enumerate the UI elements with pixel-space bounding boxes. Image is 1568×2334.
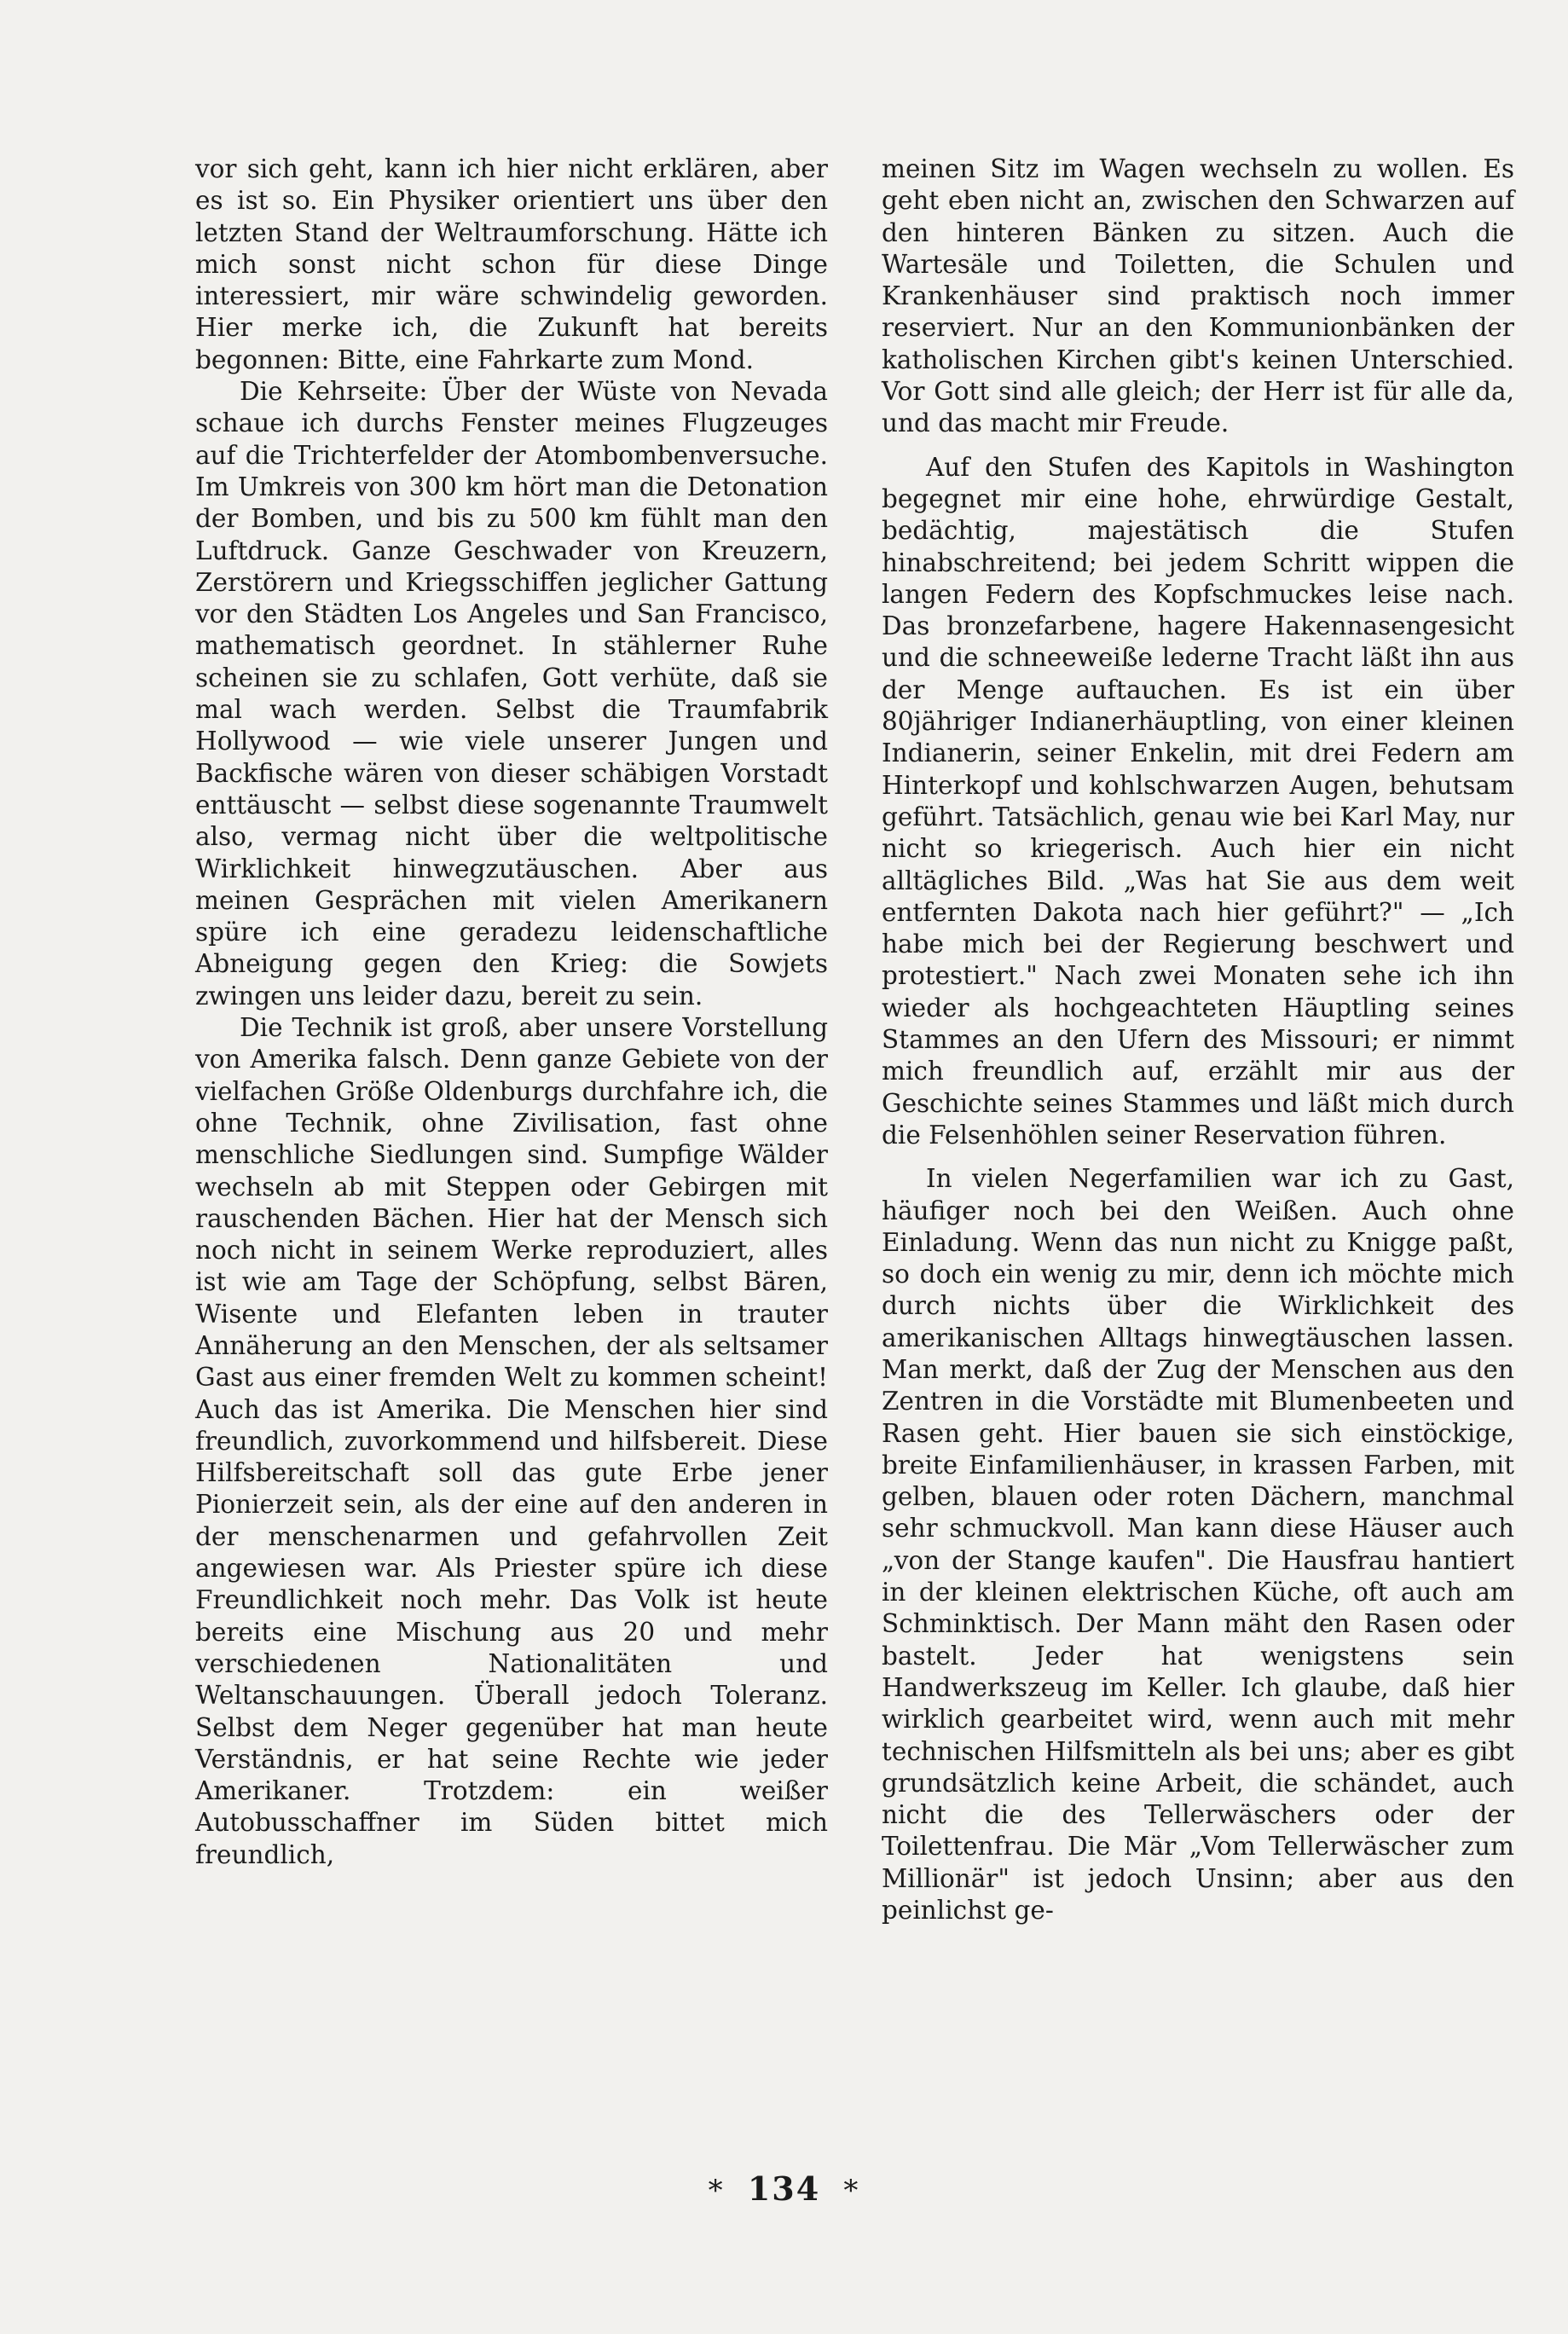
star-ornament-right: * — [843, 2174, 860, 2208]
paragraph: In vielen Negerfamilien war ich zu Gast, häufiger noch bei den Weißen. Auch ohne Einladung. Wenn das nun nicht zu Knigge paßt, so doch ein wenig zu mir, denn ich möchte mich durch nichts über die Wirklichkeit des amerikanischen Alltags hinwegtäuschen lassen. Man merkt, daß der Zug der Menschen aus den Zentren in die Vorstädte mit Blumenbeeten und Rasen geht. Hier bauen sie sich einstöckige, breite Einfamilienhäuser, in krassen Farben, mit gelben, blauen oder roten Dächern, manchmal sehr schmuckvoll. Man kann diese Häuser auch „von der Stange kaufen". Die Hausfrau hantiert in der kleinen elektrischen Küche, oft auch am Schminktisch. Der Mann mäht den Rasen oder bastelt. Jeder hat wenigstens sein Handwerkszeug im Keller. Ich glaube, daß hier wirklich gearbeitet wird, wenn auch mit mehr technischen Hilfsmitteln als bei uns; aber es gibt grundsätzlich keine Arbeit, die schändet, auch nicht die des Tellerwäschers oder der Toilettenfrau. Die Mär „Vom Tellerwäscher zum Millionär" ist jedoch Unsinn; aber aus den peinlichst ge- — [882, 1164, 1514, 1926]
page-number: 134 — [747, 2169, 821, 2208]
paragraph: Auf den Stufen des Kapitols in Washington begegnet mir eine hohe, ehrwürdige Gestalt, bedächtig, majestätisch die Stufen hinabschreitend; bei jedem Schritt wippen die langen Federn des Kopfschmuckes leise nach. Das bronzefarbene, hagere Hakennasengesicht und die schneeweiße lederne Tracht läßt ihn aus der Menge auftauchen. Es ist ein über 80jähriger Indianerhäuptling, von einer kleinen Indianerin, seiner Enkelin, mit drei Federn am Hinterkopf und kohlschwarzen Augen, behutsam geführt. Tatsächlich, genau wie bei Karl May, nur nicht so kriegerisch. Auch hier ein nicht alltägliches Bild. „Was hat Sie aus dem weit entfernten Dakota nach hier geführt?" — „Ich habe mich bei der Regierung beschwert und protestiert." Nach zwei Monaten sehe ich ihn wieder als hochgeachteten Häuptling seines Stammes an den Ufern des Missouri; er nimmt mich freundlich auf, erzählt mir aus der Geschichte seines Stammes und läßt mich durch die Felsenhöhlen seiner Reservation führen. — [882, 452, 1514, 1150]
paragraph: vor sich geht, kann ich hier nicht erklären, aber es ist so. Ein Physiker orientiert uns über den letzten Stand der Weltraumforschung. Hätte ich mich sonst nicht schon für diese Dinge interessiert, mir wäre schwindelig geworden. Hier merke ich, die Zukunft hat bereits begonnen: Bitte, eine Fahrkarte zum Mond. — [195, 154, 828, 374]
left-text-column — [195, 153, 828, 1871]
paragraph: meinen Sitz im Wagen wechseln zu wollen. Es geht eben nicht an, zwischen den Schwarzen auf den hinteren Bänken zu sitzen. Auch die Wartesäle und Toiletten, die Schulen und Krankenhäuser sind praktisch noch immer reserviert. Nur an den Kommunionbänken der katholischen Kirchen gibt's keinen Unterschied. Vor Gott sind alle gleich; der Herr ist für alle da, und das macht mir Freude. — [882, 154, 1514, 438]
right-text-column — [882, 153, 1514, 1926]
paragraph: Die Kehrseite: Über der Wüste von Nevada schaue ich durchs Fenster meines Flugzeuges auf die Trichterfelder der Atombombenversuche. Im Umkreis von 300 km hört man die Detonation der Bomben, und bis zu 500 km fühlt man den Luftdruck. Ganze Geschwader von Kreuzern, Zerstörern und Kriegsschiffen jeglicher Gattung vor den Städten Los Angeles und San Francisco, mathematisch geordnet. In stählerner Ruhe scheinen sie zu schlafen, Gott verhüte, daß sie mal wach werden. Selbst die Traumfabrik Hollywood — wie viele unserer Jungen und Backfische wären von dieser schäbigen Vorstadt enttäuscht — selbst diese sogenannte Traumwelt also, vermag nicht über die weltpolitische Wirklichkeit hinwegzutäuschen. Aber aus meinen Gesprächen mit vielen Amerikanern spüre ich eine geradezu leidenschaftliche Abneigung gegen den Krieg: die Sowjets zwingen uns leider dazu, bereit zu sein. — [195, 377, 828, 1011]
page-number-footer — [0, 2169, 1568, 2208]
paragraph: Die Technik ist groß, aber unsere Vorstellung von Amerika falsch. Denn ganze Gebiete von der vielfachen Größe Oldenburgs durchfahre ich, die ohne Technik, ohne Zivilisation, fast ohne menschliche Siedlungen sind. Sumpfige Wälder wechseln ab mit Steppen oder Gebirgen mit rauschenden Bächen. Hier hat der Mensch sich noch nicht in seinem Werke reproduziert, alles ist wie am Tage der Schöpfung, selbst Bären, Wisente und Elefanten leben in trauter Annäherung an den Menschen, der als seltsamer Gast aus einer fremden Welt zu kommen scheint! Auch das ist Amerika. Die Menschen hier sind freundlich, zuvorkommend und hilfsbereit. Diese Hilfsbereitschaft soll das gute Erbe jener Pionierzeit sein, als der eine auf den anderen in der menschenarmen und gefahrvollen Zeit angewiesen war. Als Priester spüre ich diese Freundlichkeit noch mehr. Das Volk ist heute bereits eine Mischung aus 20 und mehr verschiedenen Nationalitäten und Weltanschauungen. Überall jedoch Toleranz. Selbst dem Neger gegenüber hat man heute Verständnis, er hat seine Rechte wie jeder Amerikaner. Trotzdem: ein weißer Autobusschaffner im Süden bittet mich freundlich, — [195, 1013, 828, 1869]
star-ornament-left: * — [708, 2174, 725, 2208]
